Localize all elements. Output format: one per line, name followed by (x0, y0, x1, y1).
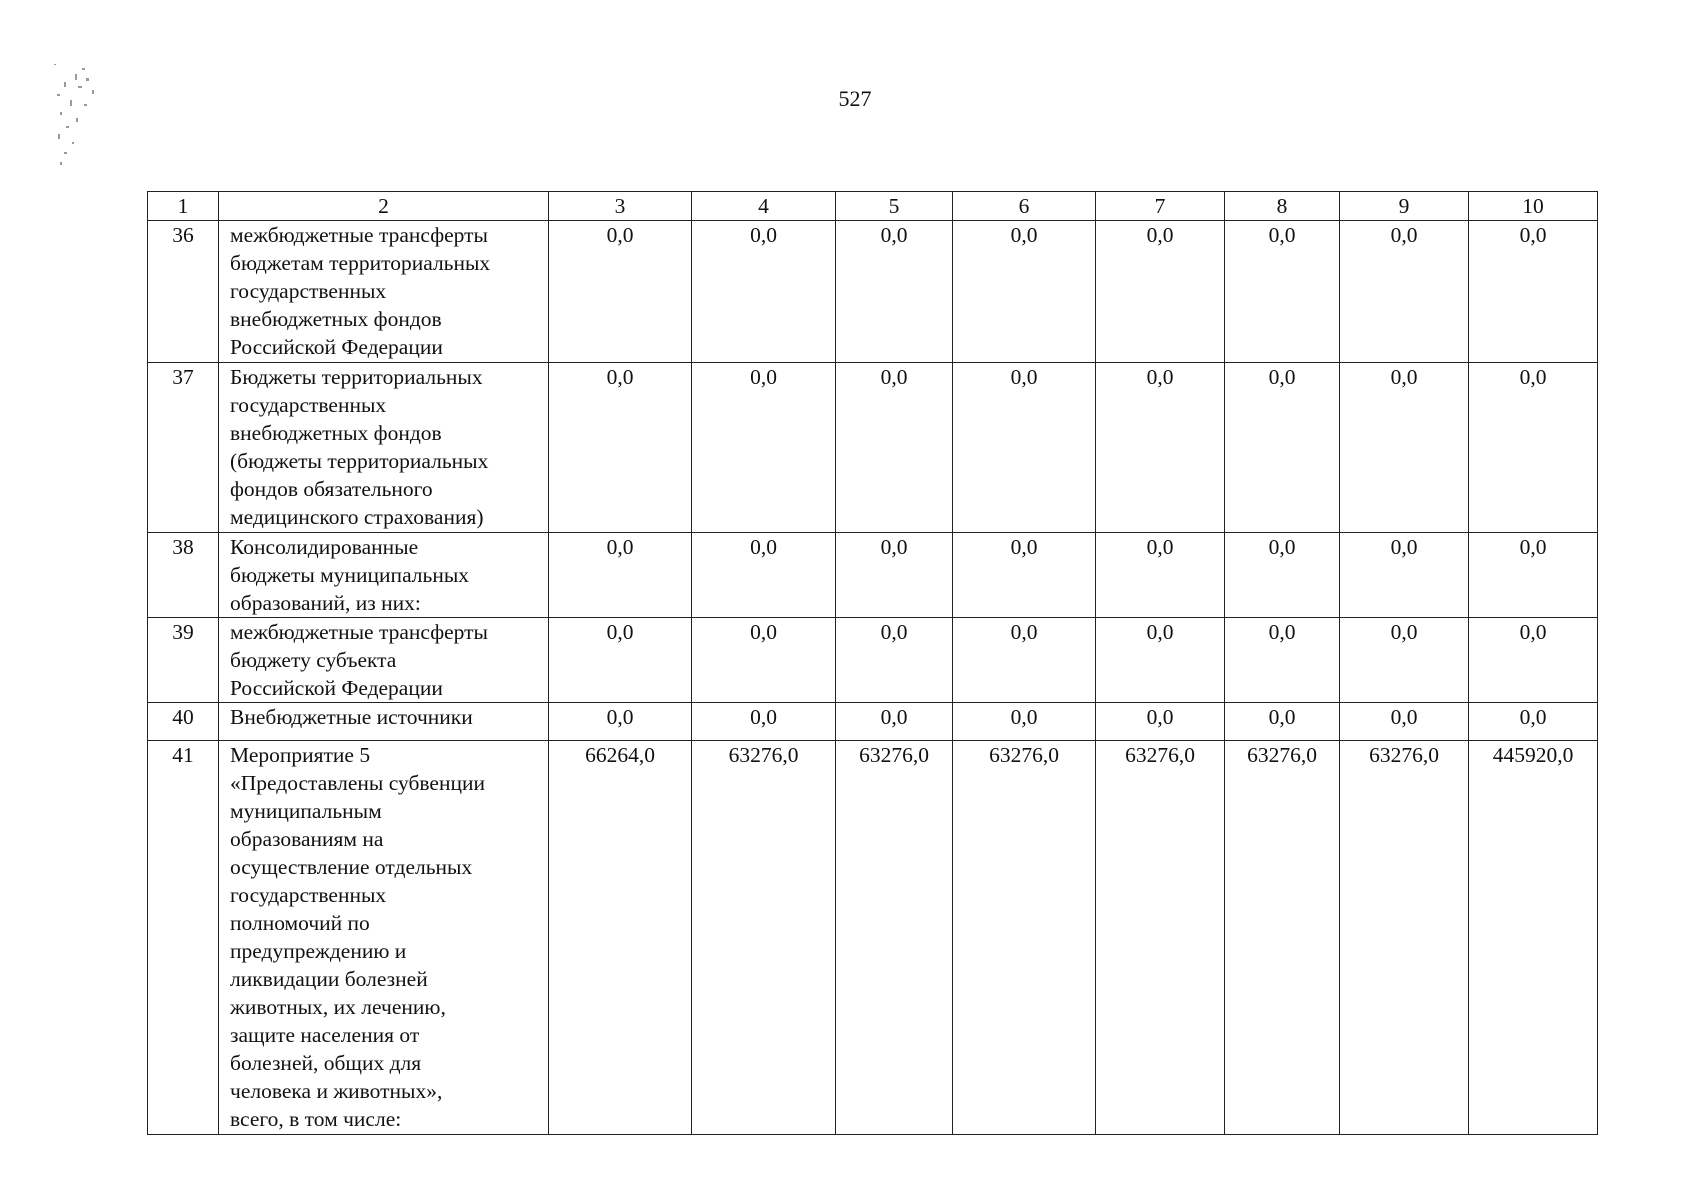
value-cell: 0,0 (1469, 533, 1598, 618)
value-cell: 445920,0 (1469, 741, 1598, 1135)
value-cell: 63276,0 (1096, 741, 1225, 1135)
table-row (148, 533, 1598, 618)
description-line: человека и животных», (230, 1079, 443, 1103)
value-cell: 0,0 (1340, 703, 1469, 741)
description-line: внебюджетных фондов (230, 307, 442, 331)
description-line: защите населения от (230, 1023, 420, 1047)
row-description (219, 703, 549, 741)
row-number: 40 (148, 703, 219, 741)
description-line: Консолидированные (230, 535, 419, 559)
header-row (148, 192, 1598, 221)
value-cell: 0,0 (1225, 618, 1340, 703)
value-cell: 63276,0 (1340, 741, 1469, 1135)
description-line: образований, из них: (230, 591, 421, 615)
value-cell: 0,0 (692, 221, 836, 363)
description-line: муниципальным (230, 799, 382, 823)
description-line: Внебюджетные источники (230, 705, 473, 729)
value-cell: 0,0 (836, 618, 953, 703)
description-line: межбюджетные трансферты (230, 223, 488, 247)
description-line: бюджету субъекта (230, 648, 397, 672)
header-cell: 7 (1096, 192, 1225, 221)
header-cell: 9 (1340, 192, 1469, 221)
value-cell: 0,0 (1096, 363, 1225, 533)
value-cell: 63276,0 (1225, 741, 1340, 1135)
description-line: Российской Федерации (230, 676, 443, 700)
value-cell: 0,0 (1225, 703, 1340, 741)
description-line: болезней, общих для (230, 1051, 422, 1075)
value-cell: 0,0 (692, 363, 836, 533)
value-cell: 63276,0 (692, 741, 836, 1135)
value-cell: 0,0 (692, 533, 836, 618)
value-cell: 0,0 (953, 221, 1096, 363)
description-line: государственных (230, 279, 387, 303)
value-cell: 0,0 (1340, 533, 1469, 618)
value-cell: 0,0 (1225, 221, 1340, 363)
scan-artifact-mark (20, 60, 110, 170)
row-description (219, 741, 549, 1135)
value-cell: 0,0 (1469, 703, 1598, 741)
value-cell: 0,0 (1225, 363, 1340, 533)
value-cell: 0,0 (953, 618, 1096, 703)
value-cell: 66264,0 (549, 741, 692, 1135)
table-row (148, 741, 1598, 1135)
description-line: «Предоставлены субвенции (230, 771, 485, 795)
table-body (148, 192, 1598, 1135)
description-line: образованиям на (230, 827, 384, 851)
value-cell: 63276,0 (953, 741, 1096, 1135)
value-cell: 0,0 (836, 533, 953, 618)
description-line: государственных (230, 883, 387, 907)
value-cell: 0,0 (1340, 618, 1469, 703)
header-cell: 6 (953, 192, 1096, 221)
row-description (219, 221, 549, 363)
value-cell: 0,0 (549, 703, 692, 741)
row-number: 38 (148, 533, 219, 618)
header-cell: 8 (1225, 192, 1340, 221)
description-line: предупреждению и (230, 939, 407, 963)
description-line: бюджетам территориальных (230, 251, 491, 275)
table-row (148, 703, 1598, 741)
row-description (219, 533, 549, 618)
value-cell: 0,0 (549, 533, 692, 618)
value-cell: 0,0 (1096, 533, 1225, 618)
header-cell: 4 (692, 192, 836, 221)
description-line: Мероприятие 5 (230, 743, 371, 767)
value-cell: 0,0 (836, 703, 953, 741)
header-cell: 2 (219, 192, 549, 221)
value-cell: 0,0 (1096, 618, 1225, 703)
value-cell: 0,0 (549, 363, 692, 533)
row-number: 41 (148, 741, 219, 1135)
row-number: 36 (148, 221, 219, 363)
row-number: 37 (148, 363, 219, 533)
description-line: ликвидации болезней (230, 967, 428, 991)
table-row (148, 221, 1598, 363)
value-cell: 0,0 (836, 221, 953, 363)
description-line: медицинского страхования) (230, 505, 484, 529)
description-line: (бюджеты территориальных (230, 449, 489, 473)
description-line: всего, в том числе: (230, 1107, 402, 1131)
row-description (219, 363, 549, 533)
description-line: животных, их лечению, (230, 995, 446, 1019)
description-line: фондов обязательного (230, 477, 433, 501)
description-line: бюджеты муниципальных (230, 563, 470, 587)
value-cell: 0,0 (692, 703, 836, 741)
description-line: Бюджеты территориальных (230, 365, 483, 389)
description-line: Российской Федерации (230, 335, 443, 359)
value-cell: 0,0 (549, 618, 692, 703)
value-cell: 0,0 (1225, 533, 1340, 618)
value-cell: 0,0 (549, 221, 692, 363)
value-cell: 0,0 (1340, 363, 1469, 533)
value-cell: 0,0 (953, 363, 1096, 533)
value-cell: 0,0 (836, 363, 953, 533)
value-cell: 0,0 (1340, 221, 1469, 363)
header-cell: 10 (1469, 192, 1598, 221)
header-cell: 1 (148, 192, 219, 221)
value-cell: 0,0 (1469, 363, 1598, 533)
value-cell: 0,0 (1096, 703, 1225, 741)
header-cell: 5 (836, 192, 953, 221)
description-line: осуществление отдельных (230, 855, 473, 879)
value-cell: 63276,0 (836, 741, 953, 1135)
description-line: внебюджетных фондов (230, 421, 442, 445)
value-cell: 0,0 (953, 533, 1096, 618)
description-line: полномочий по (230, 911, 370, 935)
table-row (148, 618, 1598, 703)
header-cell: 3 (549, 192, 692, 221)
value-cell: 0,0 (692, 618, 836, 703)
budget-table (147, 191, 1598, 1135)
value-cell: 0,0 (1096, 221, 1225, 363)
row-description (219, 618, 549, 703)
value-cell: 0,0 (1469, 221, 1598, 363)
description-line: межбюджетные трансферты (230, 620, 488, 644)
row-number: 39 (148, 618, 219, 703)
value-cell: 0,0 (1469, 618, 1598, 703)
description-line: государственных (230, 393, 387, 417)
table-row (148, 363, 1598, 533)
page-number: 527 (838, 86, 872, 111)
value-cell: 0,0 (953, 703, 1096, 741)
